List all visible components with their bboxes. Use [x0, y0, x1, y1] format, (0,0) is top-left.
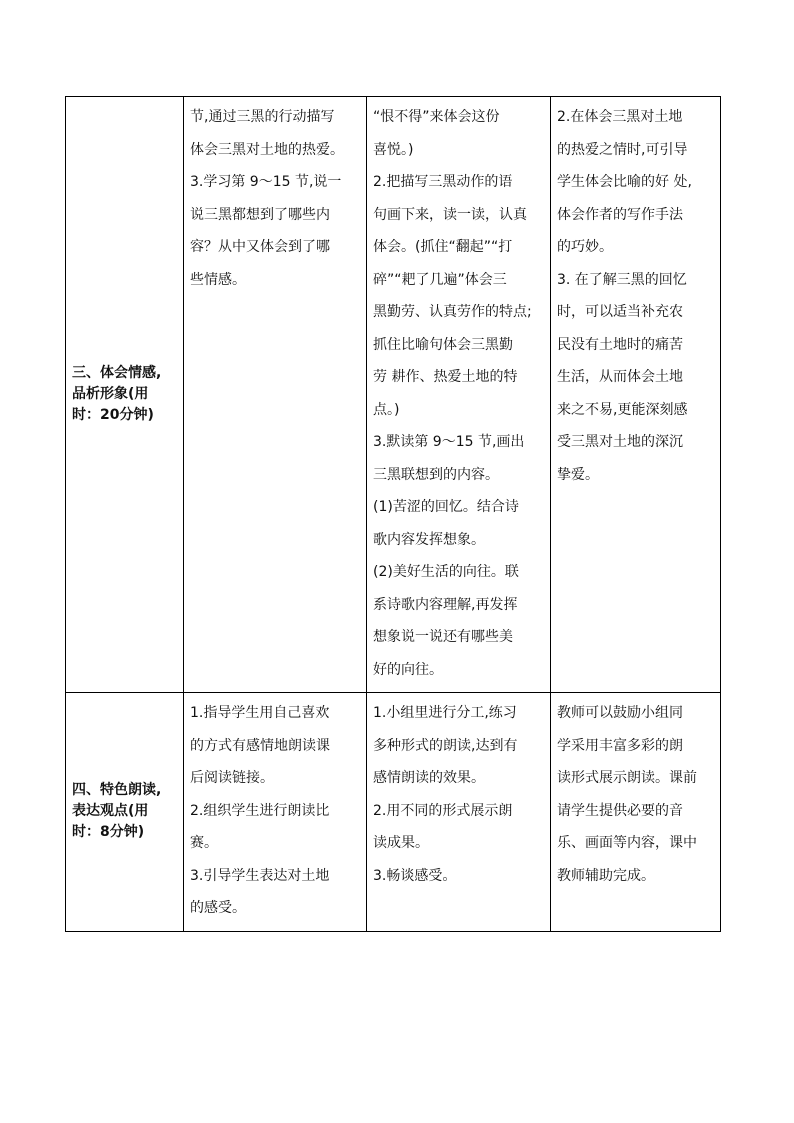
- text-line: 2.在体会三黑对土地: [557, 109, 683, 125]
- text-line: 体会。(抓住“翻起”“打: [373, 239, 513, 255]
- text-line: 三黑联想到的内容。: [373, 466, 499, 483]
- text-line: 读成果。: [373, 835, 429, 851]
- text-line: 点。): [373, 401, 400, 418]
- stage-cell: [66, 97, 184, 693]
- stage-line: 表达观点(用: [72, 803, 149, 820]
- design-intent-cell: [551, 693, 721, 932]
- text-line: 生活，从而体会土地: [557, 369, 683, 385]
- text-line: 教师辅助完成。: [557, 867, 655, 884]
- text-line: 3.学习第 9～15 节,说一: [190, 174, 342, 190]
- text-line: 歌内容发挥想象。: [373, 531, 485, 548]
- text-line: “恨不得”来体会这份: [373, 109, 500, 125]
- stage-line: 时：8分钟): [72, 824, 145, 841]
- text-line: 的巧妙。: [557, 239, 613, 255]
- stage-cell: [66, 693, 184, 932]
- text-line: 好的向往。: [373, 661, 443, 678]
- text-line: 节,通过三黑的行动描写: [190, 109, 335, 125]
- text-line: 民没有土地时的痛苦: [557, 336, 683, 353]
- text-line: 多种形式的朗读,达到有: [373, 737, 518, 754]
- text-line: 1.小组里进行分工,练习: [373, 705, 517, 721]
- student-activity-cell: [367, 693, 551, 932]
- text-line: (2)美好生活的向往。联: [373, 564, 519, 580]
- teacher-activity-cell: [184, 693, 367, 932]
- text-line: 学生体会比喻的好 处,: [557, 174, 692, 190]
- text-line: 感情朗读的效果。: [373, 770, 485, 786]
- stage-line: 三、体会情感,: [72, 365, 162, 381]
- text-line: 喜悦。): [373, 141, 414, 158]
- teacher-activity-cell: [184, 97, 367, 693]
- text-line: 挚爱。: [557, 466, 599, 483]
- text-line: 来之不易,更能深刻感: [557, 401, 688, 418]
- text-line: 3.引导学生表达对土地: [190, 867, 330, 884]
- text-line: 体会三黑对土地的热爱。: [190, 141, 344, 158]
- lesson-plan-table: [65, 96, 721, 932]
- text-line: 系诗歌内容理解,再发挥: [373, 596, 518, 613]
- text-line: 体会作者的写作手法: [557, 206, 683, 223]
- table-row: [66, 693, 721, 932]
- student-activity-cell: [367, 97, 551, 693]
- text-line: 说三黑都想到了哪些内: [190, 206, 330, 223]
- text-line: 赛。: [190, 835, 218, 851]
- text-line: 教师可以鼓励小组同: [557, 705, 683, 721]
- text-line: 黑勤劳、认真劳作的特点;: [373, 304, 532, 320]
- text-line: 句画下来，读一读，认真: [373, 206, 527, 223]
- text-line: 碎”“耙了几遍”体会三: [373, 271, 507, 288]
- text-line: 想象说一说还有哪些美: [373, 629, 513, 645]
- stage-line: 时：20分钟): [72, 407, 154, 423]
- stage-line: 品析形象(用: [72, 386, 149, 402]
- text-line: 时，可以适当补充农: [557, 304, 683, 320]
- text-line: 2.用不同的形式展示朗: [373, 802, 513, 819]
- text-line: 2.把描写三黑动作的语: [373, 174, 513, 190]
- text-line: 3. 在了解三黑的回忆: [557, 271, 687, 288]
- text-line: 后阅读链接。: [190, 770, 274, 786]
- text-line: 容？从中又体会到了哪: [190, 239, 330, 255]
- text-line: 些情感。: [190, 271, 246, 288]
- text-line: 读形式展示朗读。课前: [557, 770, 697, 786]
- design-intent-cell: [551, 97, 721, 693]
- text-line: 乐、画面等内容，课中: [557, 835, 697, 851]
- text-line: 的感受。: [190, 900, 246, 916]
- text-line: (1)苦涩的回忆。结合诗: [373, 499, 519, 515]
- text-line: 的方式有感情地朗读课: [190, 737, 330, 754]
- text-line: 2.组织学生进行朗读比: [190, 802, 330, 819]
- text-line: 3.默读第 9～15 节,画出: [373, 434, 525, 450]
- text-line: 的热爱之情时,可引导: [557, 141, 688, 158]
- text-line: 请学生提供必要的音: [557, 802, 683, 819]
- text-line: 抓住比喻句体会三黑勤: [373, 336, 513, 353]
- text-line: 3.畅谈感受。: [373, 867, 457, 884]
- text-line: 学采用丰富多彩的朗: [557, 737, 683, 754]
- stage-line: 四、特色朗读,: [72, 782, 162, 799]
- text-line: 劳 耕作、热爱土地的特: [373, 369, 518, 385]
- table-row: [66, 97, 721, 693]
- text-line: 1.指导学生用自己喜欢: [190, 705, 330, 721]
- text-line: 受三黑对土地的深沉: [557, 434, 683, 450]
